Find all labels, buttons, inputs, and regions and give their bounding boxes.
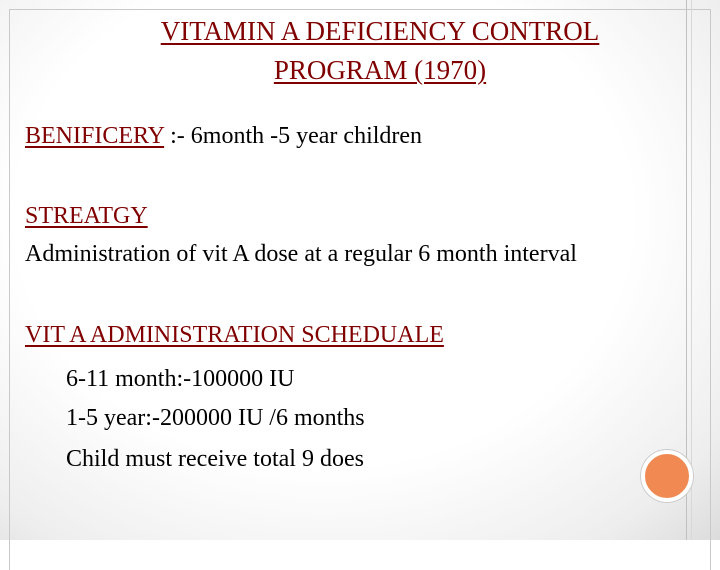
decorative-orange-circle: [641, 450, 693, 502]
beneficiary-heading: BENIFICERY: [25, 123, 165, 149]
beneficiary-row: [25, 120, 422, 152]
schedule-heading: VIT A ADMINISTRATION SCHEDUALE: [25, 322, 444, 348]
schedule-bullet: [62, 443, 364, 477]
strategy-row: [25, 200, 148, 232]
strategy-heading: STREATGY: [25, 203, 148, 229]
schedule-bullet-text: Child must receive total 9 does: [66, 446, 364, 472]
slide-frame: [9, 9, 711, 570]
schedule-bullet: [62, 402, 365, 436]
schedule-bullet: [62, 363, 294, 397]
slide-title: [20, 12, 720, 90]
beneficiary-text: :- 6month -5 year children: [170, 123, 423, 149]
schedule-bullet-text: 6-11 month:-100000 IU: [66, 366, 295, 392]
strategy-text: Administration of vit A dose at a regular 6 month interval: [25, 241, 577, 267]
schedule-bullet-text: 1-5 year:-200000 IU /6 months: [66, 405, 365, 431]
slide-title-line-1: VITAMIN A DEFICIENCY CONTROL: [160, 16, 600, 46]
schedule-row: [25, 319, 444, 351]
slide-title-line-2: PROGRAM (1970): [273, 55, 487, 85]
